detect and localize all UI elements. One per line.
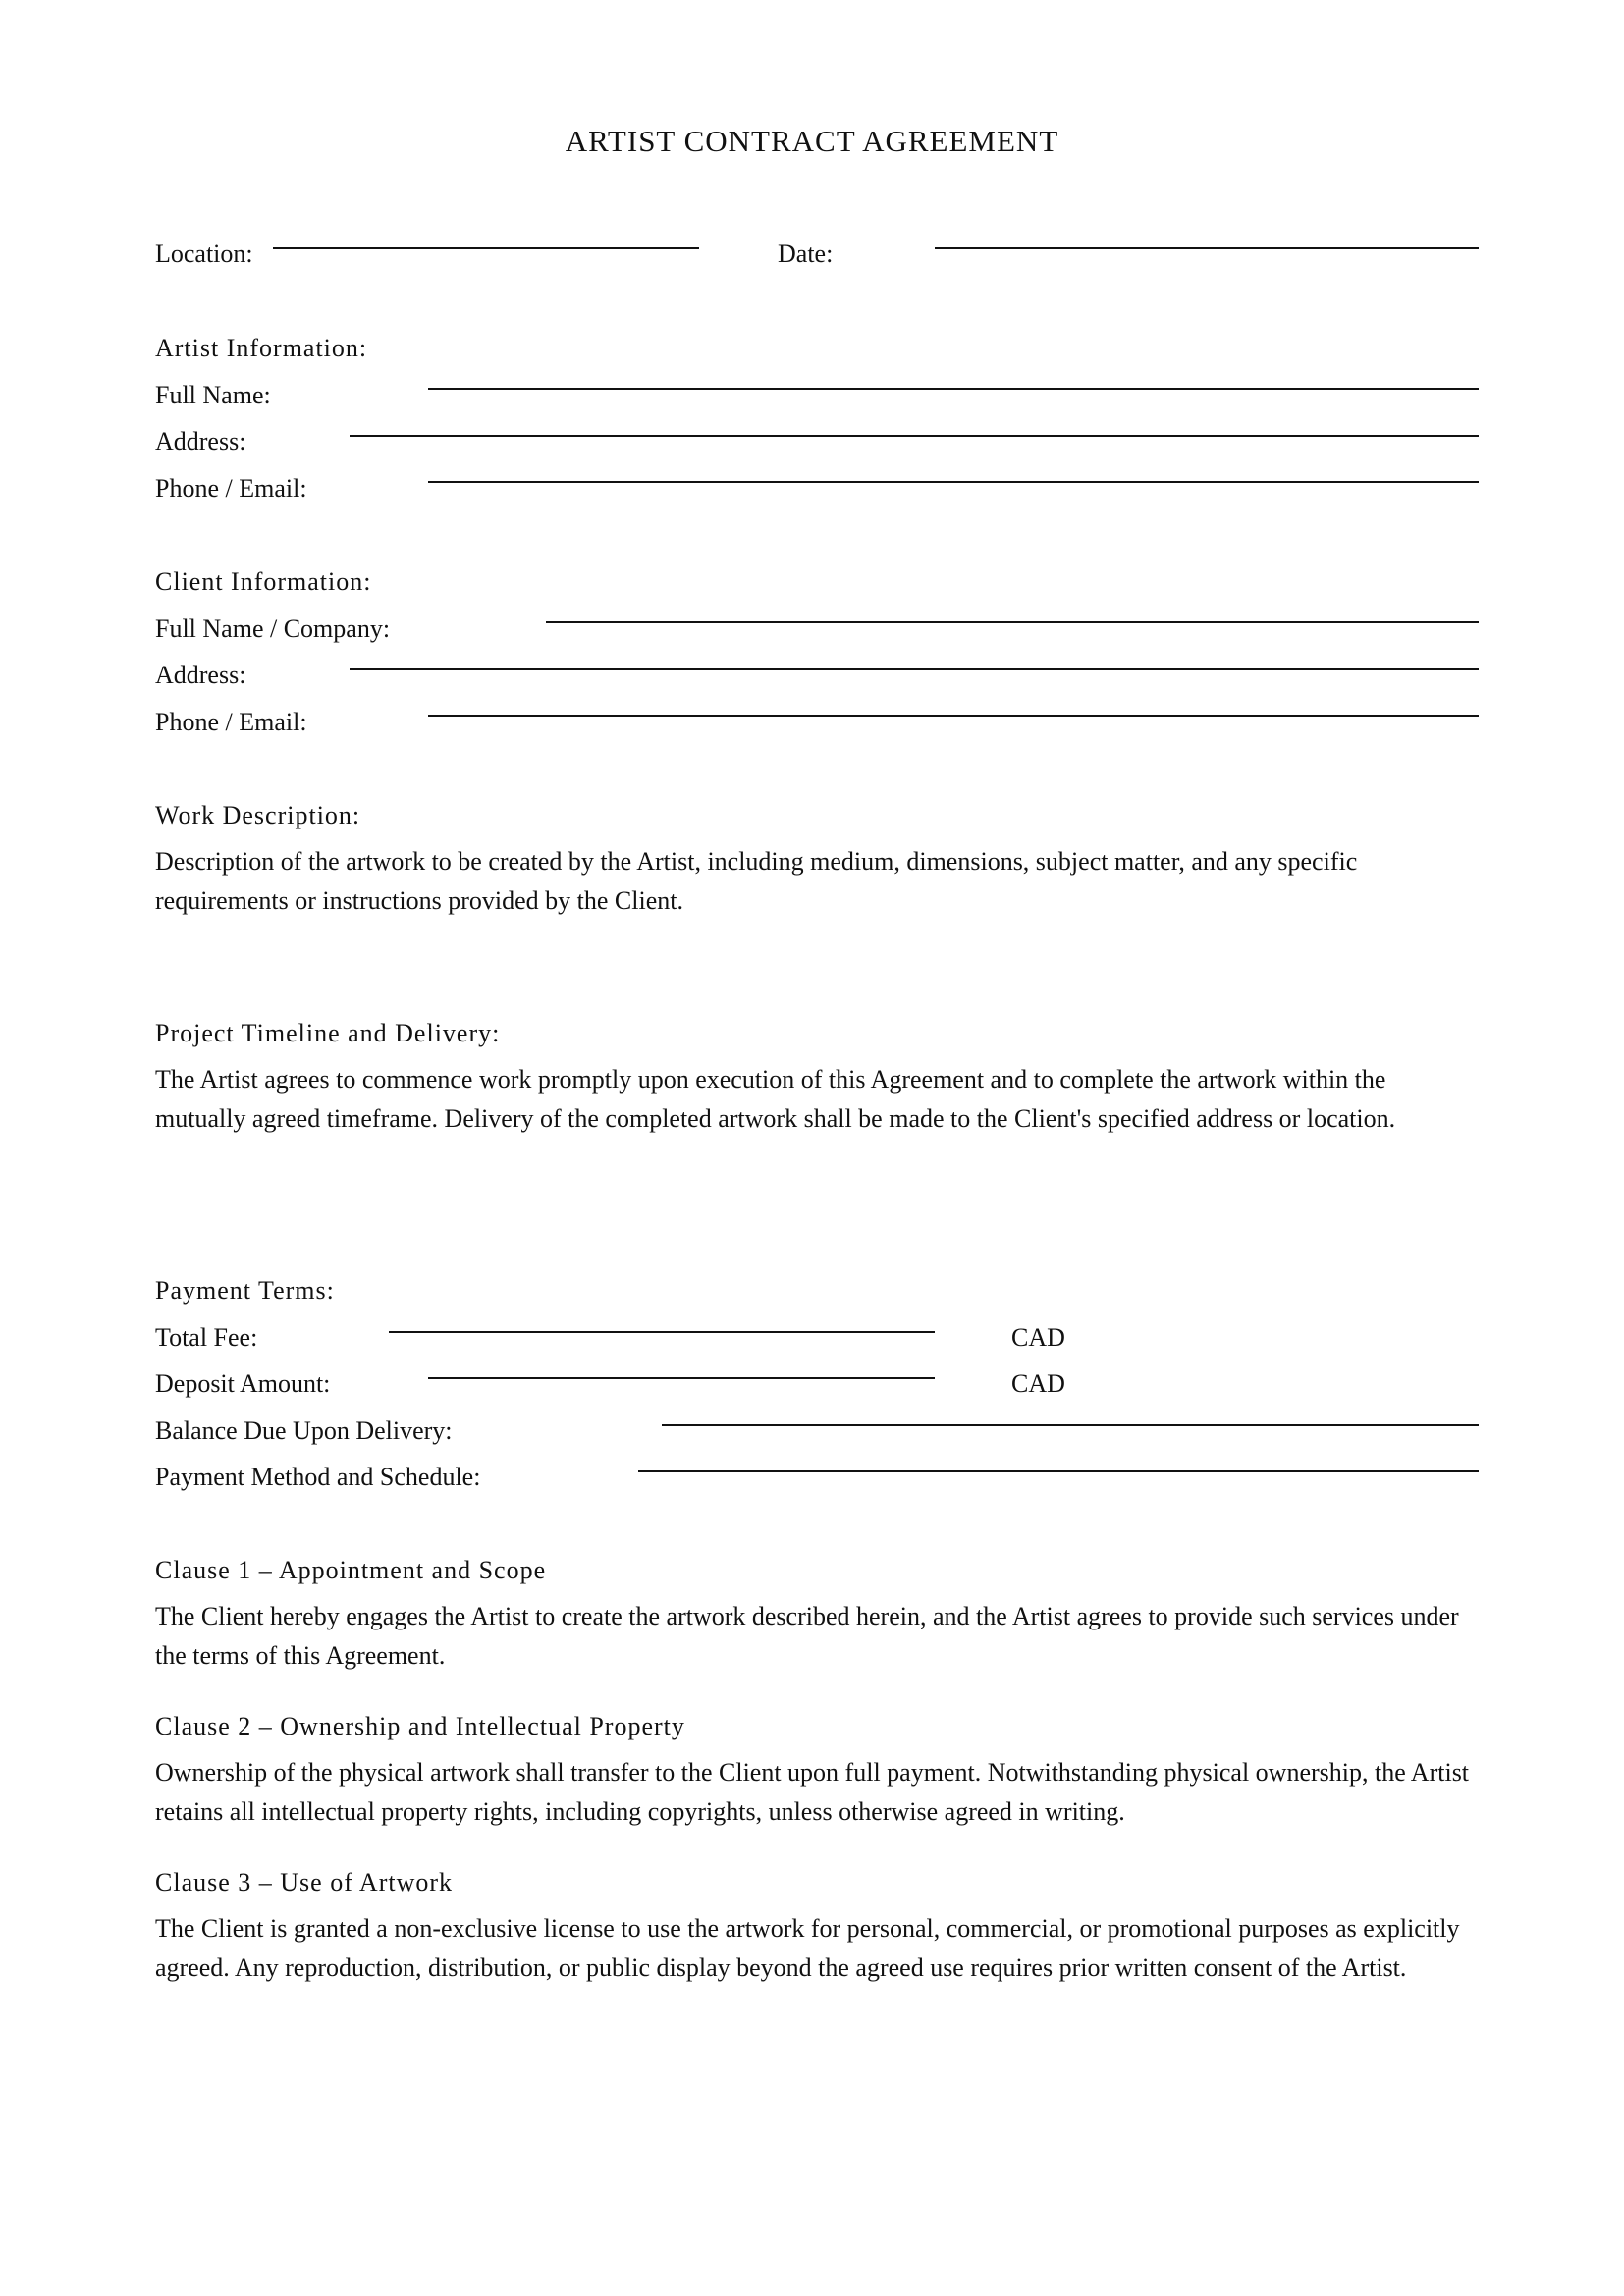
clause-1-text: The Client hereby engages the Artist to create the artwork described herein, and the Artist agrees to provide such services under the terms of this Agreement. (155, 1602, 1459, 1670)
location-label: Location: (155, 240, 253, 268)
total-fee-label: Total Fee: (155, 1323, 258, 1352)
document-title: ARTIST CONTRACT AGREEMENT (565, 124, 1059, 158)
artist-full-name-label: Full Name: (155, 381, 271, 409)
deposit-field[interactable] (428, 1377, 935, 1379)
work-description-text: Description of the artwork to be created by the Artist, including medium, dimensions, subject matter, and any specific requirements or instructions provided by the Client. (155, 847, 1358, 915)
artist-address-field[interactable] (350, 435, 1479, 437)
location-field[interactable] (273, 247, 699, 249)
artist-address-label: Address: (155, 427, 246, 455)
deposit-currency: CAD (1011, 1369, 1065, 1398)
client-address-field[interactable] (350, 668, 1479, 670)
total-fee-currency: CAD (1011, 1323, 1065, 1352)
client-full-name-field[interactable] (546, 621, 1479, 623)
client-full-name-label: Full Name / Company: (155, 614, 391, 643)
payment-terms-heading: Payment Terms: (155, 1276, 335, 1305)
total-fee-field[interactable] (389, 1331, 935, 1333)
client-phone-email-label: Phone / Email: (155, 708, 307, 736)
clause-2-heading: Clause 2 – Ownership and Intellectual Property (155, 1712, 685, 1740)
clause-3-text: The Client is granted a non-exclusive license to use the artwork for personal, commercial, or promotional purposes as explicitly agreed. Any reproduction, distribution, or public display beyond the agreed use requires prior written consent of the Artist. (155, 1914, 1460, 1982)
work-description-heading: Work Description: (155, 801, 361, 829)
clause-3-heading: Clause 3 – Use of Artwork (155, 1868, 454, 1896)
date-field[interactable] (935, 247, 1479, 249)
payment-method-label: Payment Method and Schedule: (155, 1463, 481, 1491)
payment-method-field[interactable] (638, 1470, 1479, 1472)
balance-due-field[interactable] (662, 1424, 1479, 1426)
date-label: Date: (778, 240, 834, 268)
timeline-heading: Project Timeline and Delivery: (155, 1019, 501, 1047)
timeline-text: The Artist agrees to commence work promptly upon execution of this Agreement and to complete the artwork within the mutually agreed timeframe. Delivery of the completed artwork shall be made to the Client's specified address or location. (155, 1065, 1396, 1133)
artist-phone-email-field[interactable] (428, 481, 1479, 483)
client-info-heading: Client Information: (155, 567, 372, 596)
artist-info-heading: Artist Information: (155, 334, 368, 362)
clause-2-text: Ownership of the physical artwork shall transfer to the Client upon full payment. Notwithstanding physical ownership, the Artist retains all intellectual property rights, including copyrights, unless otherwise agreed in writing. (155, 1758, 1470, 1826)
client-phone-email-field[interactable] (428, 715, 1479, 717)
client-address-label: Address: (155, 661, 246, 689)
deposit-label: Deposit Amount: (155, 1369, 331, 1398)
balance-due-label: Balance Due Upon Delivery: (155, 1416, 453, 1445)
clause-1-heading: Clause 1 – Appointment and Scope (155, 1556, 547, 1584)
artist-full-name-field[interactable] (428, 388, 1479, 390)
artist-phone-email-label: Phone / Email: (155, 474, 307, 503)
